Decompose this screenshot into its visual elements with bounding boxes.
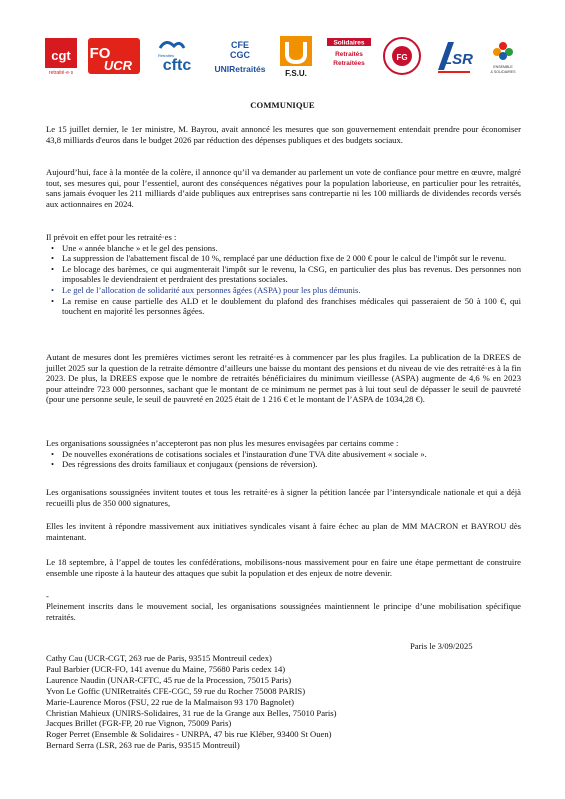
solidaires-logo xyxy=(326,34,372,78)
cftc-logo xyxy=(152,34,202,78)
paragraph-text: Aujourd’hui, face à la montée de la colère, il annonce qu’il va demander au parlement un vote de confiance pour mettre en œuvre, malgré tout, ses mesures qui, pour l’essentiel, auront des conséquences négatives pour la population laborieuse, en particulier pour les retraités, sans jamais évoquer les 211 milliards d’aide publiques aux entreprises sans contrepartie ni les 100 milliards de dividendes records versés aux actionnaires en 2024. xyxy=(46,167,521,209)
svg-text:Retraités: Retraités xyxy=(158,53,175,58)
cgt-logo xyxy=(44,34,78,78)
signatory: Roger Perret (Ensemble & Solidaires - UNRPA, 47 bis rue Kléber, 93400 St Ouen) xyxy=(46,729,332,740)
document-title: COMMUNIQUE xyxy=(250,100,315,110)
paragraph-text: Le 18 septembre, à l’appel de toutes les confédérations, mobilisons-nous massivement pour en faire une étape permettant de construire ensemble une riposte à la hauteur des attaques que subit la population et des enjeux de notre devenir. xyxy=(46,557,521,578)
list-item: • Le blocage des barèmes, ce qui augmenterait l'impôt sur le revenu, la CSG, en particulier des plus bas revenus. Des personnes non imposables le deviendraient et perdraient des prestations sociales. xyxy=(62,264,521,285)
paragraph-petition xyxy=(46,487,521,508)
svg-text:retraité·e·s: retraité·e·s xyxy=(48,70,74,76)
signatory: Yvon Le Goffic (UNIRetraités CFE-CGC, 59 rue du Rocher 75008 PARIS) xyxy=(46,685,306,696)
signatory: Marie-Laurence Moros (FSU, 22 rue de la Malmaison 93 170 Bagnolet) xyxy=(46,696,294,707)
paragraph-refusals xyxy=(46,438,521,470)
fgr-fp-logo xyxy=(380,34,424,78)
svg-text:FG: FG xyxy=(396,53,408,62)
refusals-list xyxy=(46,449,521,470)
logo-strip xyxy=(44,34,522,78)
paragraph-text: Pleinement inscrits dans le mouvement social, les organisations soussignées maintiennent le principe d’une mobilisation spécifique retraités. xyxy=(46,601,521,622)
svg-text:FO: FO xyxy=(89,45,111,62)
signatories-list xyxy=(46,653,336,751)
signatory: Christian Mahieux (UNIRS-Solidaires, 31 rue de la Grange aux Belles, 75010 Paris) xyxy=(46,707,337,718)
paragraph-text: Elles les invitent à répondre massivement aux initiatives syndicales visant à faire échec au plan de MM MACRON et BAYROU dès maintenant. xyxy=(46,521,521,542)
paragraph-september-18 xyxy=(46,557,521,578)
svg-text:UNIRetraités: UNIRetraités xyxy=(214,64,266,74)
signatory: Cathy Cau (UCR-CGT, 263 rue de Paris, 93515 Montreuil cedex) xyxy=(46,653,272,663)
list-item: • Le gel de l’allocation de solidarité aux personnes âgées (ASPA) pour les plus démunis. xyxy=(62,285,521,296)
fsu-logo xyxy=(276,34,316,78)
paragraph-text: Le 15 juillet dernier, le 1er ministre, M. Bayrou, avait annoncé les mesures que son gouvernement entendait prendre pour économiser 43,8 milliards d'euros dans le budget 2026 par réduction des dépenses publiques et des budgets sociaux. xyxy=(46,124,521,145)
svg-text:F.S.U.: F.S.U. xyxy=(285,69,307,78)
paragraph-confidence-vote xyxy=(46,167,521,209)
svg-text:cgt: cgt xyxy=(51,48,71,63)
signatory: Paul Barbier (UCR-FO, 141 avenue du Maine, 75680 Paris cedex 14) xyxy=(46,663,286,674)
list-item: • Une « année blanche » et le gel des pensions. xyxy=(62,243,521,254)
cfe-cgc-logo xyxy=(212,34,268,78)
svg-text:Solidaires: Solidaires xyxy=(333,39,365,47)
svg-text:Retraités: Retraités xyxy=(335,51,363,58)
lsr-logo xyxy=(434,34,474,78)
fo-ucr-logo xyxy=(86,34,142,78)
paragraph-initiatives xyxy=(46,521,521,542)
svg-text:UCR: UCR xyxy=(103,58,133,73)
signatory: Bernard Serra (LSR, 263 rue de Paris, 93515 Montreuil) xyxy=(46,740,240,751)
svg-text:CFE: CFE xyxy=(231,40,249,50)
svg-text:cftc: cftc xyxy=(162,57,192,74)
list-item: • La remise en cause partielle des ALD et le doublement du plafond des franchises médicales qui passeraient de 50 à 100 €, qui touchent en majorité les personnes âgées. xyxy=(62,296,521,317)
paragraph-text: Les organisations soussignées invitent toutes et tous les retraité·es à signer la pétition lancée par l’intersyndicale nationale et qui a déjà recueilli plus de 350 000 signatures, xyxy=(46,487,521,508)
signatory: Laurence Naudin (UNAR-CFTC, 45 rue de la Procession, 75015 Paris) xyxy=(46,674,292,685)
list-item: • Des régressions des droits familiaux et conjugaux (pensions de réversion). xyxy=(62,459,521,470)
list-item: • De nouvelles exonérations de cotisations sociales et l'instauration d'une TVA dite abusivement « sociale ». xyxy=(62,449,521,460)
measures-list xyxy=(46,243,521,317)
dash-separator: - xyxy=(46,591,49,601)
signatory: Jacques Brillet (FGR-FP, 20 rue Vignon, 75009 Paris) xyxy=(46,718,232,729)
paragraph-intro: Les organisations soussignées n’accepteront pas non plus les mesures envisagées par certains comme : xyxy=(46,438,399,448)
svg-text:& SOLIDAIRES: & SOLIDAIRES xyxy=(490,70,516,74)
list-item: • La suppression de l'abattement fiscal de 10 %, remplacé par une déduction fixe de 2 000 € pour le calcul de l'impôt sur le revenu. xyxy=(62,253,521,264)
svg-text:LSR: LSR xyxy=(443,51,473,68)
svg-text:Retraitées: Retraitées xyxy=(333,60,365,67)
paragraph-intro: Il prévoit en effet pour les retraité·es : xyxy=(46,232,177,242)
svg-text:ENSEMBLE: ENSEMBLE xyxy=(493,65,513,69)
paragraph-text: Autant de mesures dont les premières victimes seront les retraité·es à commencer par les plus fragiles. La publication de la DREES de juillet 2025 sur la question de la retraite démontre d’ailleurs une baisse du montant des pensions et du niveau de vie des retraité·es à la fin 2023. De plus, la DREES expose que le nombre de retraités bénéficiaires du minimum vieillesse (ASPA) augmente de 4,6 % en 2023 pour atteindre 723 000 personnes, sachant que le montant de ce minimum ne permet pas à lui tout seul de dépasser le seuil de pauvreté (pour une personne seule, le seuil de pauvreté en 2025 était de 1 216 € et le montant de l’ASPA de 1034,28 €). xyxy=(46,352,521,405)
svg-text:CGC: CGC xyxy=(230,50,250,60)
date-line: Paris le 3/09/2025 xyxy=(410,641,473,651)
paragraph-drees xyxy=(46,352,521,405)
paragraph-mobilisation xyxy=(46,601,521,622)
paragraph-measures xyxy=(46,232,521,317)
paragraph-announcement xyxy=(46,124,521,145)
ensemble-solidaires-logo xyxy=(484,34,522,78)
